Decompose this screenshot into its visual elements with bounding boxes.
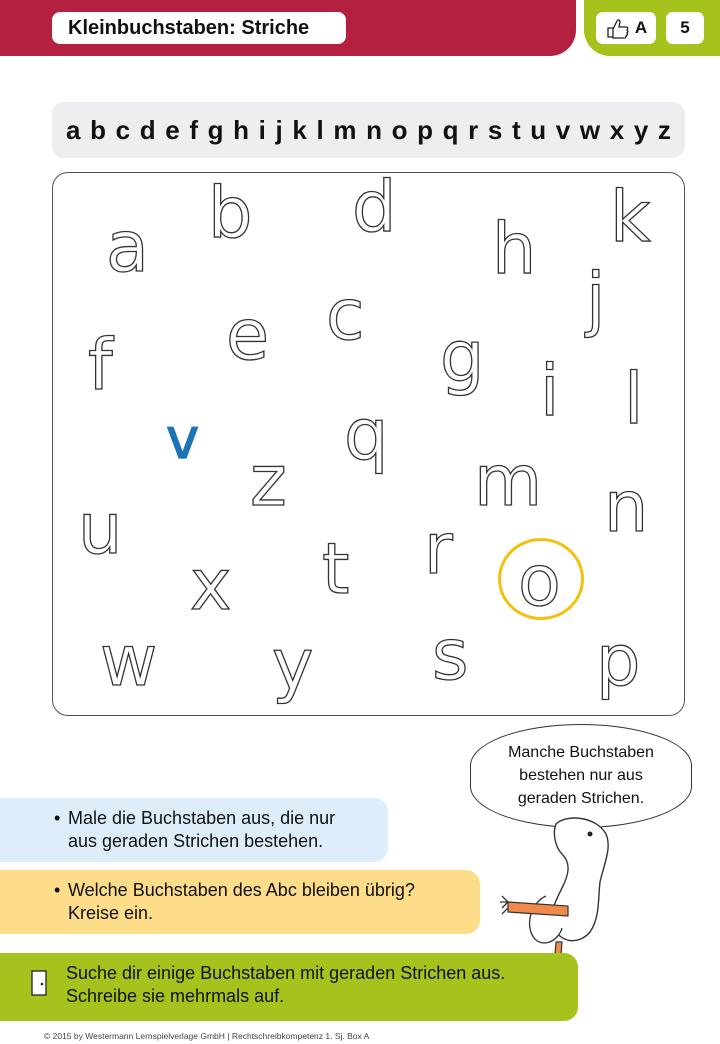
alphabet-letter: o [391,114,408,145]
outline-letter-d[interactable]: d [352,166,397,248]
alphabet-letter: q [442,114,459,145]
outline-letter-j[interactable]: j [586,258,606,340]
speech-line: geraden Strichen. [517,790,645,807]
alphabet-bar [52,102,685,158]
outline-letter-y[interactable]: y [272,624,314,706]
alphabet-letter: e [165,114,180,145]
outline-letter-a[interactable]: a [106,206,149,288]
outline-letter-b[interactable]: b [208,172,253,254]
instruction-line: Kreise ein. [68,903,154,923]
alphabet-letter: a [66,114,81,145]
page-number: 5 [666,12,704,44]
alphabet-letter: i [258,114,266,145]
outline-letter-u[interactable]: u [78,488,123,570]
instruction-line: aus geraden Strichen bestehen. [68,831,324,851]
outline-letter-x[interactable]: x [190,544,232,626]
outline-letter-t[interactable]: t [322,528,350,610]
outline-letter-n[interactable]: n [604,466,649,548]
alphabet-letter: n [366,114,382,145]
outline-letter-v-colored[interactable]: v [166,407,200,472]
alphabet-letter: r [468,114,479,145]
outline-letter-e[interactable]: e [226,294,270,376]
alphabet-letter: p [417,114,433,145]
alphabet-letter: d [139,114,156,145]
level-badge [596,12,656,44]
outline-letter-w[interactable]: w [100,620,158,702]
outline-letter-f[interactable]: f [88,324,113,406]
bullet: • [54,808,61,828]
copyright-footer: © 2015 by Westermann Lernspielverlage GmbH | Rechtschreibkompetenz 1. Sj. Box A [44,1031,370,1041]
alphabet-letter: b [90,114,106,145]
outline-letter-k[interactable]: k [610,176,651,258]
alphabet-letter: v [555,114,571,145]
outline-letter-h[interactable]: h [492,208,537,290]
outline-letter-l[interactable]: l [624,358,644,440]
outline-letter-o[interactable]: o [518,540,561,622]
page-title: Kleinbuchstaben: Striche [52,12,346,44]
alphabet-letter: h [233,114,250,145]
alphabet-letter: f [189,114,198,145]
level-label: A [634,18,648,37]
outline-letter-z[interactable]: z [250,440,287,522]
instruction-color-letters [0,798,388,862]
alphabet-letter: y [633,114,649,145]
alphabet-letter: t [511,114,521,145]
alphabet-letter: w [579,114,601,145]
outline-letter-r[interactable]: r [424,508,453,590]
alphabet-letter: l [316,114,324,145]
speech-line: bestehen nur aus [519,767,643,784]
outline-letter-i[interactable]: i [540,350,560,432]
alphabet-letter: x [609,114,625,145]
outline-letter-q[interactable]: q [344,394,389,476]
instruction-line: Male die Buchstaben aus, die nur [68,808,336,828]
alphabet-letter: z [657,114,671,145]
thumbs-up-hand-icon [605,17,631,39]
alphabet-letter: s [487,114,503,145]
instruction-line: Welche Buchstaben des Abc bleiben übrig? [68,880,415,900]
outline-letter-p[interactable]: p [596,620,641,702]
alphabet-letter: k [292,114,307,145]
bullet: • [54,880,61,900]
outline-letter-s[interactable]: s [432,614,469,696]
instruction-write-letters [0,953,578,1021]
alphabet-letter: c [115,114,131,145]
alphabet-letter: u [530,114,547,145]
alphabet-letter: j [275,114,283,145]
alphabet-letter: g [207,114,224,145]
door-icon [30,969,48,997]
outline-letter-m[interactable]: m [474,440,543,522]
outline-letter-c[interactable]: c [326,274,365,356]
alphabet-letter: m [333,114,357,145]
instruction-line: Schreibe sie mehrmals auf. [66,986,285,1006]
bird-eye [588,832,593,837]
speech-line: Manche Buchstaben [508,744,654,761]
instruction-circle-letters [0,870,480,934]
instruction-line: Suche dir einige Buchstaben mit geraden Strichen aus. [66,963,506,983]
outline-letter-g[interactable]: g [440,316,485,398]
